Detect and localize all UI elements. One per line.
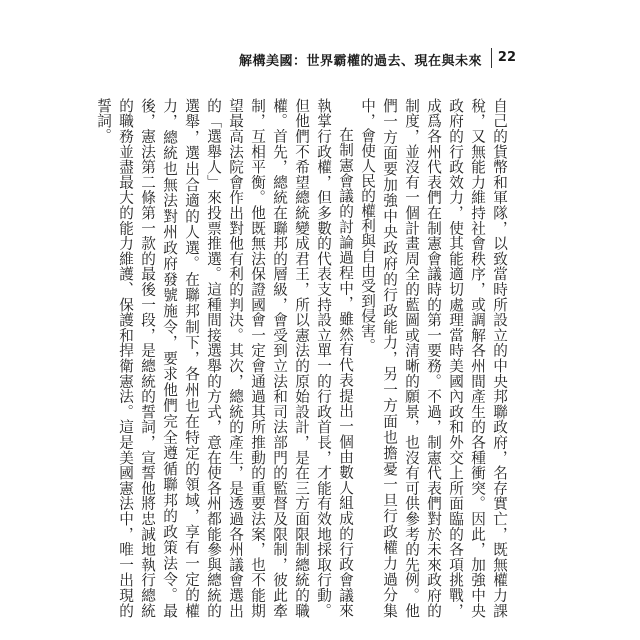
header-divider: [491, 48, 492, 68]
running-header: [150, 48, 522, 70]
running-header-title: 解構美國：世界霸權的過去、現在與未來: [238, 54, 482, 69]
paragraph-1: 自己的貨幣和軍隊，以致當時所設立的中央邦聯政府，名存實亡，既無權力課稅，又無能力維持社會秩序，或調解各州間產生的各種衝突。因此，加強中央政府的行政效力，使其能適切處理當時美國內政和外交上所面臨的各項挑戰，成爲各州代表們在制憲會議時的第一要務。不過，制憲代表們對於未來政府的制度，並沒有一個計畫周全的藍圖或清晰的願景，也沒有可供參考的先例。他們一方面要加強中央政府的行政能力，另一方面也擔憂一旦行政權力過分集中，會使人民的權利與自由受到侵害。: [359, 98, 508, 618]
paragraph-2: 在制憲會議的討論過程中，雖然有代表提出一個由數人組成的行政會議來執掌行政權，但多數的代表支持設立單一的行政首長，才能有效地採取行動。但他們不希望總統變成君王，所以憲法的原始設計，是在三方面限制總統的職權。首先，總統在聯邦的層級，會受到立法和司法部門的監督及限制，彼此牽制，互相平衡。他既無法保證國會一定會通過其所推動的重要法案，也不能期望最高法院會作出對他有利的判決。其次，總統的產生，是透過各州議會選出的「選舉人」來投票推選。這種間接選舉的方式，意在使各州都能參與總統的選舉，選出合適的人選。在聯邦制下，各州也在特定的領域，享有一定的權力，總統也無法對州政府發號施令，要求他們完全遵循聯邦的政策法令。最後，憲法第二條第一款的最後一段，是總統的誓詞，宣誓他將忠誠地執行總統的職務並盡最大的能力維護、保護和捍衛憲法。這是美國憲法中，唯一出現的誓詞。: [95, 98, 354, 618]
body-text: [95, 98, 510, 618]
book-page: [95, 38, 522, 628]
page-number: 22: [497, 50, 516, 65]
